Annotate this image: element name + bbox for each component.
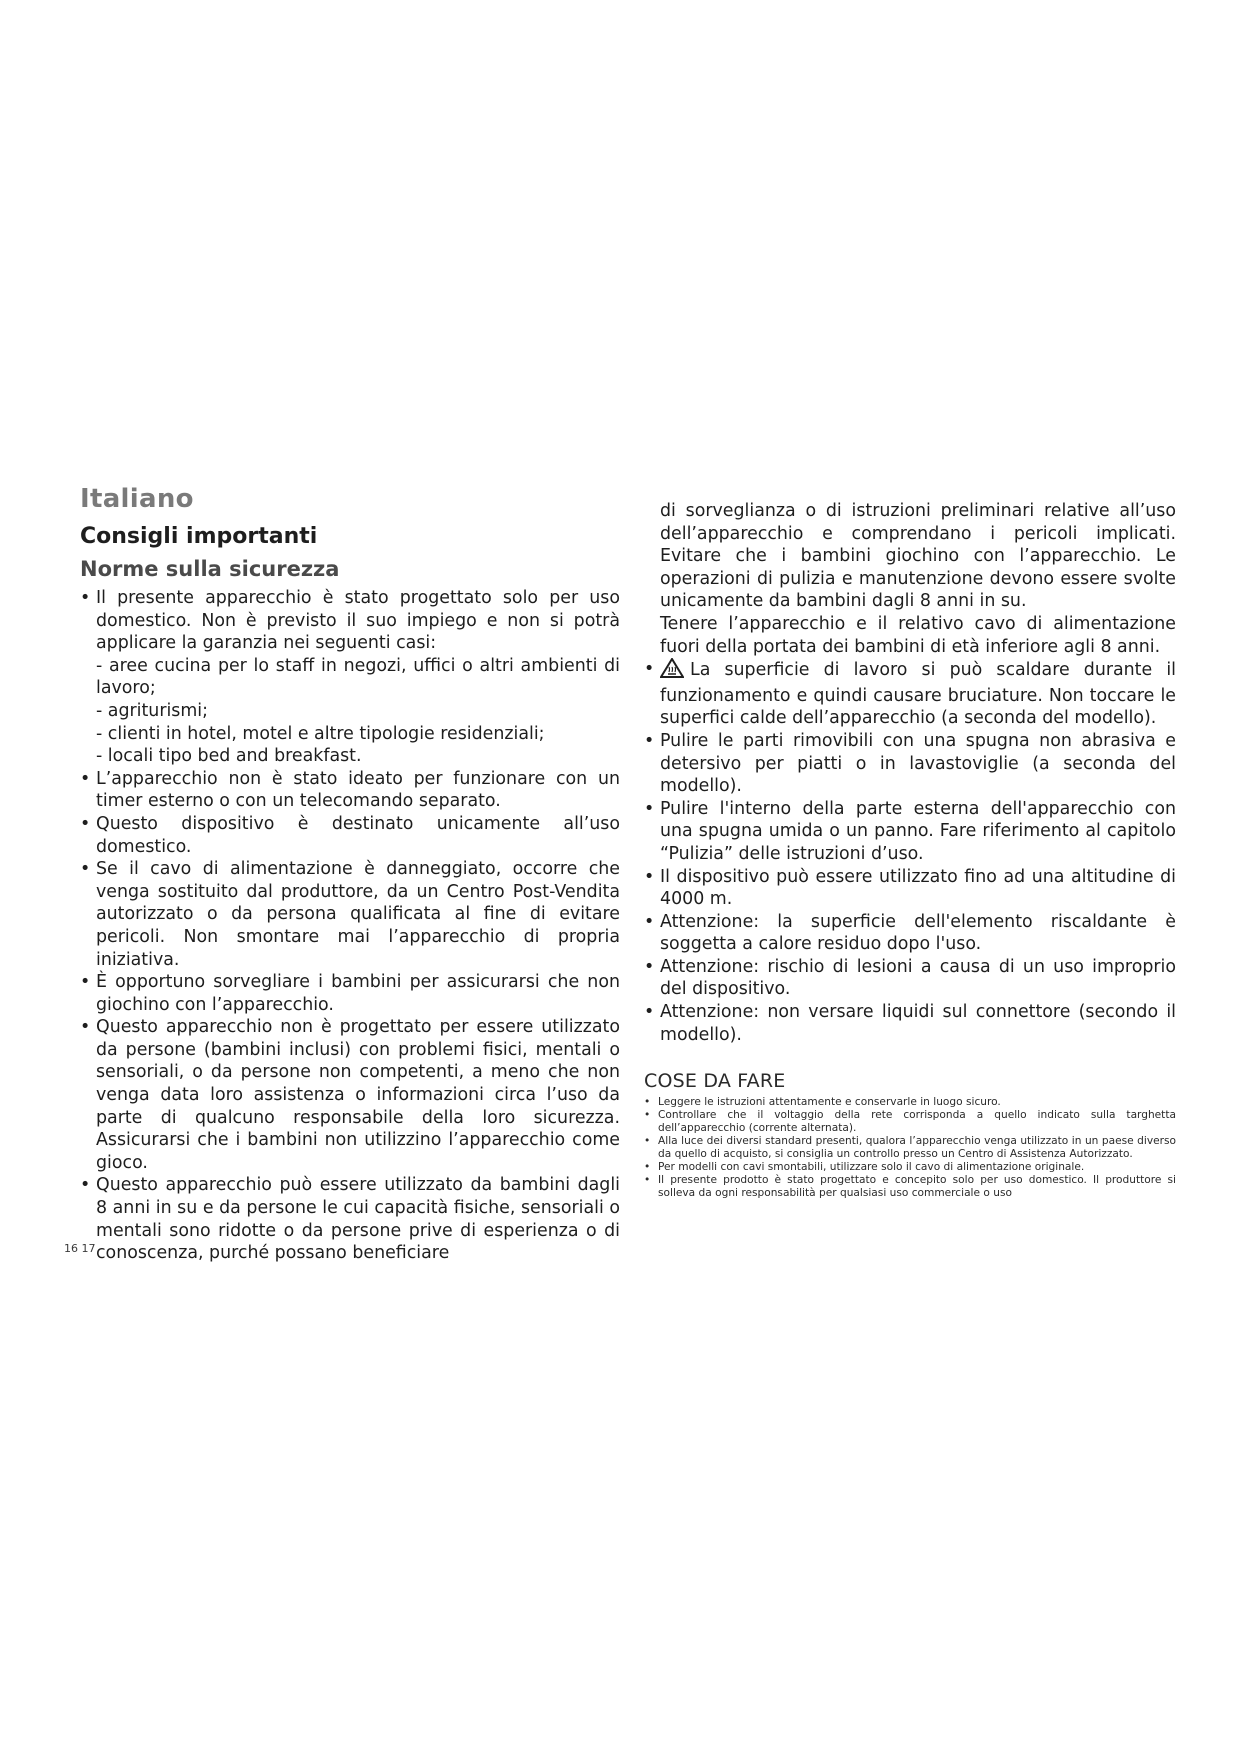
bullet-children-8-years: • Questo apparecchio può essere utilizzato da bambini dagli 8 anni in su e da persone le cui capacità fisiche, sensoriali o mentali sono ridotte o da persone prive di esperienza o di conoscenza, purché possano beneficiare	[80, 1174, 620, 1264]
language-heading: Italiano	[80, 484, 194, 514]
section-title: Consigli importanti	[80, 524, 318, 549]
bullet-injury-risk: • Attenzione: rischio di lesioni a causa di un uso improprio del dispositivo.	[644, 956, 1176, 1001]
right-column	[644, 500, 1176, 1200]
dos-item-read-instructions: • Leggere le istruzioni attentamente e conservarle in luogo sicuro.	[644, 1096, 1176, 1109]
dash-item-bed-breakfast: - locali tipo bed and breakfast.	[96, 746, 362, 767]
dash-item-farmhouses: - agriturismi;	[96, 700, 208, 721]
dash-item-staff-kitchens: - aree cucina per lo staff in negozi, uffici o altri ambienti di lavoro;	[96, 655, 620, 699]
dos-heading: COSE DA FARE	[644, 1070, 786, 1093]
hot-surface-text: La superficie di lavoro si può scaldare durante il funzionamento e quindi causare bruciature. Non toccare le superfici calde dell’apparecchio (a seconda del modello).	[660, 660, 1176, 729]
bullet-hot-surface	[644, 658, 1176, 730]
continued-text: di sorveglianza o di istruzioni preliminari relative all’uso dell’apparecchio e comprendano i pericoli implicati. Evitare che i bambini giochino con l’apparecchio. Le operazioni di pulizia e manutenzione devono essere svolte unicamente da bambini dagli 8 anni in su.	[660, 501, 1176, 612]
dos-list	[644, 1096, 1176, 1200]
bullet-household-only: • Questo dispositivo è destinato unicamente all’uso domestico.	[80, 813, 620, 858]
bullet-clean-interior: • Pulire l'interno della parte esterna dell'apparecchio con una spugna umida o un panno. Fare riferimento al capitolo “Pulizia” delle istruzioni d’uso.	[644, 798, 1176, 866]
safety-text-right	[644, 500, 1176, 1046]
bullet-power-cord: • Se il cavo di alimentazione è danneggiato, occorre che venga sostituito dal produttore, da un Centro Post-Vendita autorizzato o da persona qualificata al fine di evitare pericoli. Non smontare mai l’apparecchio di propria iniziativa.	[80, 858, 620, 971]
bullet-supervise-children: • È opportuno sorvegliare i bambini per assicurarsi che non giochino con l’apparecchio.	[80, 971, 620, 1016]
left-column	[80, 484, 620, 1265]
page-numbers: 16 17	[64, 1242, 96, 1255]
bullet-timer: • L’apparecchio non è stato ideato per funzionare con un timer esterno o con un telecomando separato.	[80, 768, 620, 813]
hot-surface-warning-icon	[660, 658, 684, 685]
bullet-altitude: • Il dispositivo può essere utilizzato fino ad una altitudine di 4000 m.	[644, 866, 1176, 911]
dash-item-hotels: - clienti in hotel, motel e altre tipologie residenziali;	[96, 723, 545, 744]
dos-item-domestic-product: • Il presente prodotto è stato progettato e concepito solo per uso domestico. Il produttore si solleva da ogni responsabilità per qualsiasi uso commerciale o uso	[644, 1174, 1176, 1200]
continued-text-cord: Tenere l’apparecchio e il relativo cavo di alimentazione fuori della portata dei bambini di età inferiore agli 8 anni.	[660, 613, 1176, 657]
dos-item-original-cord: • Per modelli con cavi smontabili, utilizzare solo il cavo di alimentazione originale.	[644, 1161, 1176, 1174]
dos-item-other-country: • Alla luce dei diversi standard presenti, qualora l’apparecchio venga utilizzato in un paese diverso da quello di acquisto, si consiglia un controllo presso un Centro di Assistenza Autorizzato.	[644, 1135, 1176, 1161]
section-subtitle: Norme sulla sicurezza	[80, 557, 340, 581]
dos-item-check-voltage: • Controllare che il voltaggio della rete corrisponda a quello indicato sulla targhetta dell’apparecchio (corrente alternata).	[644, 1109, 1176, 1135]
bullet-no-liquids: • Attenzione: non versare liquidi sul connettore (secondo il modello).	[644, 1001, 1176, 1046]
safety-text-left	[80, 587, 620, 1265]
bullet-residual-heat: • Attenzione: la superficie dell'elemento riscaldante è soggetta a calore residuo dopo l'uso.	[644, 911, 1176, 956]
bullet-domestic-use: • Il presente apparecchio è stato progettato solo per uso domestico. Non è previsto il suo impiego e non si potrà applicare la garanzia nei seguenti casi:	[80, 587, 620, 655]
bullet-removable-parts: • Pulire le parti rimovibili con una spugna non abrasiva e detersivo per piatti o in lavastoviglie (a seconda del modello).	[644, 730, 1176, 798]
bullet-reduced-capabilities: • Questo apparecchio non è progettato per essere utilizzato da persone (bambini inclusi) con problemi fisici, mentali o sensoriali, o da persone non competenti, a meno che non venga data loro assistenza o informazioni circa l’uso da parte di qualcuno responsabile della loro sicurezza. Assicurarsi che i bambini non utilizzino l’apparecchio come gioco.	[80, 1016, 620, 1174]
